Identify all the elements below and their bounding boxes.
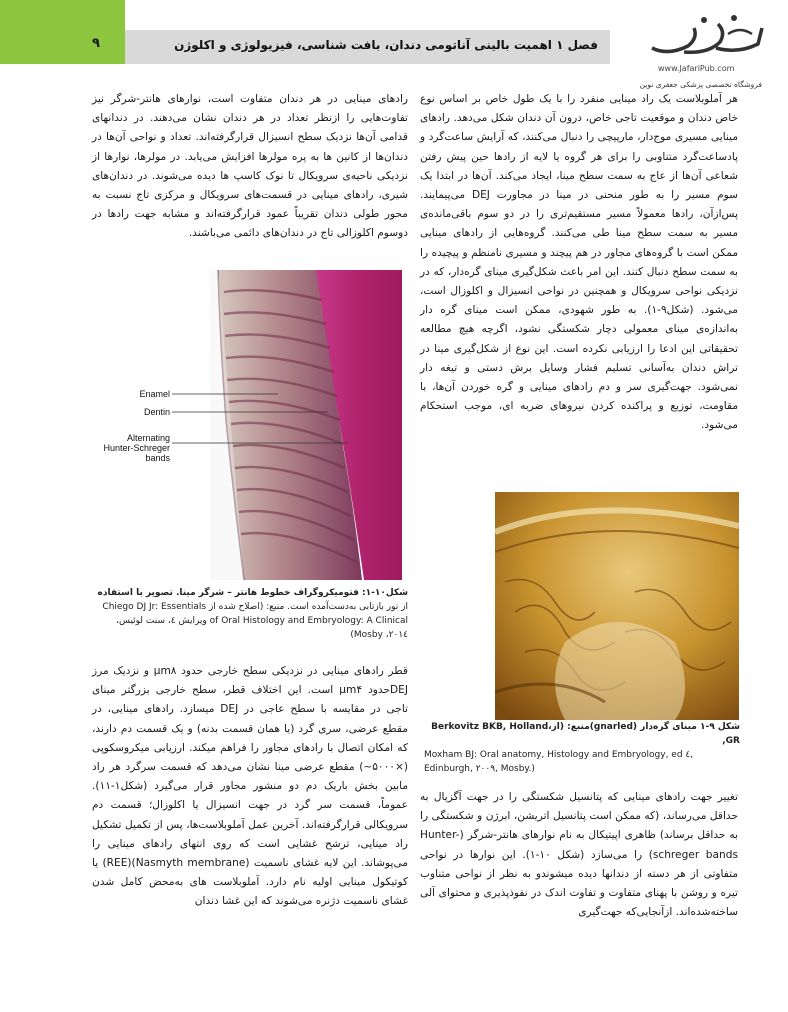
label-line: Alternating [126, 433, 170, 443]
label-dentin: Dentin [143, 407, 170, 417]
figure10-caption [92, 586, 408, 642]
caption-body: Moxham BJ: Oral anatomy, Histology and Embryology, ed ٤, Edinburgh, ۲۰۰۹, Mosby.) [424, 750, 694, 774]
figure-gnarled-enamel [495, 492, 739, 720]
page-header [0, 0, 788, 89]
gnarled-enamel-image [495, 492, 739, 720]
page-number: ۹ [92, 36, 100, 51]
caption-title: شکل ۹-۱ مینای گره‌دار (gnarled)منبع: (از،Berkovitz BKB, Holland GR, [431, 722, 740, 746]
figure-label-leader-lines [92, 270, 402, 580]
publisher-subtitle: فروشگاه تخصصی پزشکی جعفری نوین [639, 80, 762, 89]
paragraph: قطر رادهای مینایی در نزدیکی سطح خارجی حدود μm۸ و نزدیک مرز DEJحدود μm۴ است. این اختلاف قطر، سطح خارجی بزرگتر مینای تاجی در مقایسه با سطح عاجی در DEJ میسازد. رادهای مینایی، در مقطع عرضی، سری گرد (یا همان قسمت بدنه) و یک قسمت دم دارند، که امکان اتصال با رادهای مجاور را فراهم میکند. ارزیابی میکروسکوپی (×۵۰۰۰~) مقطع عرضی مینا نشان می‌دهد که قسمت سرگرد هر راد مابین بخش باریک دم دو منشور مجاور قرار می‌گیرد (شکل۱-۱۱). عموماً، قسمت سر گرد در جهت انسیزال یا اکلوزال؛ قسمت دم سرویکالی قرارگرفته‌اند. آخرین عمل آملوبلاست‌ها، پس از تکمیل تشکیل راد مینایی، ترشح غشایی است که روی انتهای رادهای مینایی را می‌پوشاند. این لایه غشای ناسمیت (Nasmyth membrane)(REE) یا کوتیکول مینایی اولیه نام دارد. آملوبلاست های بەمحض کامل شدن غشای ناسمیت دژنره می‌شوند که این غشا دندان [92, 665, 408, 908]
header-accent-block [0, 0, 125, 64]
paragraph: تغییر جهت رادهای مینایی که پتانسیل شکستگی را در جهت آگزیال به حداقل می‌رساند، (که ممکن است پتانسیل اتریشن، ابرژن و شکستگی را به حداقل برساند) ظاهری اپیتیکال به نام نوارهای هانتر-شرگر (Hunter-schreger bands) را می‌سازد (شکل ۱۰-۱). این نوارها در نواحی متفاوتی از هر دسته از دندانها دیده میشوندو به نظر از نواحی متناوب تیره و روشن با پهنای متفاوت و تفاوت اندک در نفوذپذیری و محتوای آلی ساخته‌شده‌اند. ازآنجایی‌که جهت‌گیری [420, 791, 738, 919]
figure9-caption [424, 720, 740, 776]
publisher-url: www.JafariPub.com [658, 64, 735, 73]
caption-body: از نور بازتابی به‌دست‌آمده است. منبع: (اصلاح شده از Chiego DJ Jr: Essentials of Oral Histology and Embryology: A Clinical ویرایش ٤، سنت لوئیس، ۲۰۱٤، Mosby) [102, 602, 408, 640]
body-text-left-top [92, 90, 408, 244]
label-enamel: Enamel [139, 389, 170, 399]
label-hunter-schreger-bands [92, 433, 170, 463]
caption-title: شکل۱۰-۱: فتومیکروگراف خطوط هانتر – شرگر مینا. تصویر با استفاده [97, 588, 408, 598]
body-text-right-bottom [420, 788, 738, 922]
publisher-logo-icon [648, 8, 768, 60]
label-line: bands [145, 453, 170, 463]
label-line: Hunter-Schreger [103, 443, 170, 453]
paragraph: هر آملوبلاست یک راد مینایی منفرد را با یک طول خاص بر اساس نوع خاص دندان و موقعیت تاجی خاص، درون آن دندان شکل می‌دهد. رادهای مینایی مسیری موج‌دار، مارپیچی را دنبال می‌کنند، که آرایش ساعت‌گرد و پادساعت‌گرد متناوبی را برای هر گروه یا لایه از رادها حین پیش رفتن شعاعی آن‌ها از عاج به سمت سطح مینا، ایجاد می‌کند. آن‌ها در ابتدا یک سوم مسیر را به طور منحنی در مینا در مجاورت DEJ می‌پیمایند. پس‌از‌آن، رادها معمولاً مسیر مستقیم‌تری را در دو سوم باقی‌مانده‌ی مسیر به سمت سطح مینا طی می‌کنند. گروه‌هایی از رادهای مینایی ممکن است با گروه‌های مجاور در هم پیچند و مسیری نامنظم و پیچیده را به سمت سطح دنبال کنند. این امر باعث شکل‌گیری مینای گره‌دار، که در نزدیکی نواحی سرویکال و همچنین در نواحی انسیزال و اکلوزال است، می‌شود. (شکل۹-۱). به طور شهودی، ممکن است مینای گره دار به‌اندازه‌ی مینای معمولی دچار شکستگی نشود، اگرچه هیچ مطالعه تحقیقاتی این ادعا را ارزیابی نکرده است. این نوع از شکل‌گیری مینا در تراش دندان به‌آسانی تسلیم فشار وسایل برش دستی و تیغه دار نمی‌شود. جهت‌گیری سر و دم رادهای مینایی و گره خوردن آن‌ها، با مقاومت، توزیع و پراکنده کردن نیروهای ضربه ای، موجب استحکام می‌شود. [420, 93, 738, 432]
figure-hunter-schreger-photomicrograph [92, 270, 402, 580]
chapter-title: فصل ۱ اهمیت بالینی آناتومی دندان، بافت شناسی، فیزیولوژی و اکلوژن [174, 38, 598, 52]
body-text-right-top [420, 90, 738, 436]
body-text-left-bottom [92, 662, 408, 912]
paragraph: رادهای مینایی در هر دندان متفاوت است، نوارهای هانتر-شرگر نیز تفاوت‌هایی را ازنظر تعداد در هر دندان نشان می‌دهند. در دندانهای قدامی آن‌ها نزدیک سطح انسیزال قرارگرفته‌اند. تعداد و نواحی آن‌ها در دندان‌ها از کانین ها به پره مولرها افزایش می‌یابد. در مولرها، نوارها از نزدیکی ناحیه‌ی سرویکال تا نوک کاسپ ها دیده می‌شوند. در دندان‌های شیری، رادهای مینایی در قسمت‌های سرویکال و مرکزی تاج نسبت به محور طولی دندان تقریباً عمود قرارگرفته‌اند و مشابه جهت رادها در دوسوم اکلوزالی تاج در دندان‌های دائمی می‌باشند. [92, 93, 408, 240]
